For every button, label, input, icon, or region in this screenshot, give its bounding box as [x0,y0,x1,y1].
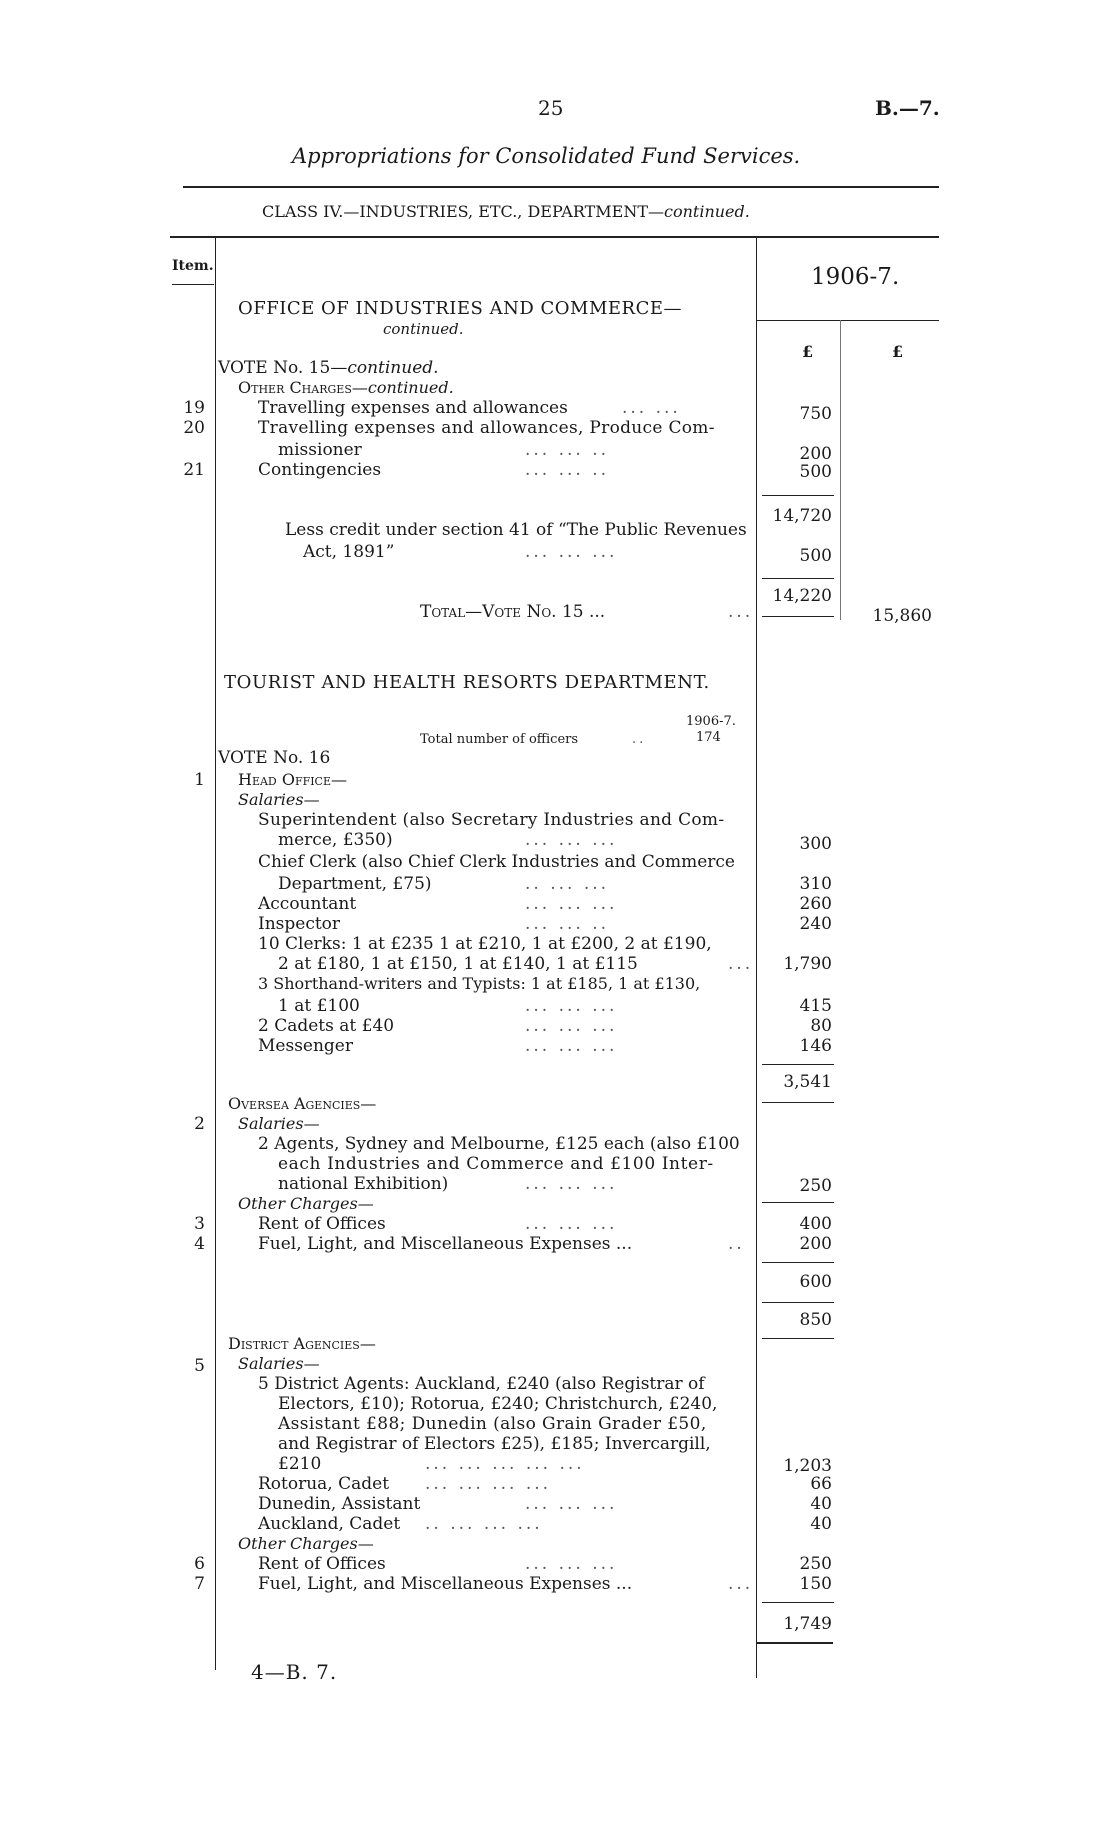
leader-dots: ... ... ... [525,894,618,914]
line-item-text: Travelling expenses and allowances, Produce Com- [258,418,715,438]
line-item-text-cont: 2 at £180, 1 at £150, 1 at £140, 1 at £115 [278,954,638,974]
less-credit-amount: 500 [799,546,832,566]
district-total-rule [762,1602,834,1603]
line-item-text-cont: merce, £350) [278,830,393,850]
line-item-text: Messenger [258,1036,353,1056]
line-item-text: Accountant [258,894,357,914]
item-number: 2 [194,1114,205,1134]
subtotal-rule [762,495,834,496]
item-number: 20 [183,418,205,438]
line-item-amount: 150 [799,1574,832,1594]
leader-dots: ... ... ... [525,1494,618,1514]
oversea-total: 850 [799,1310,832,1330]
head-office-total: 3,541 [783,1072,832,1092]
document-reference: B.—7. [875,96,940,120]
item-number: 21 [183,460,205,480]
line-item-text: 2 Agents, Sydney and Melbourne, £125 each (also £100 [258,1134,740,1154]
pound-sign-col1: £ [802,342,814,361]
line-item-text-cont: 1 at £100 [278,996,360,1016]
line-item-amount: 260 [799,894,832,914]
line-item-text: Fuel, Light, and Miscellaneous Expenses ... [258,1234,633,1254]
leader-dots: ... ... ... ... [425,1474,552,1494]
line-item-amount: 200 [799,444,832,464]
leader-dots: ... ... [622,398,681,418]
leader-dots: ... ... ... [525,1016,618,1036]
line-item-text-cont: missioner [278,440,362,460]
head-office-heading: Head Office— [238,770,348,789]
salaries-heading: Salaries— [238,1114,320,1133]
other-charges-cont: continued. [367,378,454,397]
leader-dots: .. [728,1234,745,1254]
line-item-text: Travelling expenses and allowances [258,398,568,418]
leader-dots: ... ... ... [525,1554,618,1574]
class-heading-text: CLASS IV.—INDUSTRIES, ETC., DEPARTMENT— [262,202,664,221]
oversea-total-underline [762,1338,834,1339]
title-rule [183,186,939,188]
line-item-text-cont: each Industries and Commerce and £100 Inter- [278,1154,714,1174]
leader-dots: ... ... ... [525,1174,618,1194]
other-charges-label: Other Charges— [238,378,368,397]
leader-dots: ... [728,602,754,622]
line-item-amount: 80 [810,1016,832,1036]
item-column-divider [215,238,216,1670]
line-item-text: 5 District Agents: Auckland, £240 (also Registrar of [258,1374,705,1394]
line-item-amount: 200 [799,1234,832,1254]
officers-year: 1906-7. [686,714,736,729]
table-top-rule [170,236,939,238]
leader-dots: ... ... .. [525,460,610,480]
item-number: 4 [194,1234,205,1254]
district-total: 1,749 [783,1614,832,1634]
leader-dots: ... ... ... ... ... [425,1454,585,1474]
net-underline [762,616,834,617]
vote-15-heading [218,358,439,378]
amount-column-divider [756,238,757,1678]
leader-dots: ... ... ... [525,830,618,850]
other-charges-total: 600 [799,1272,832,1292]
line-item-text: Rent of Offices [258,1214,386,1234]
item-number: 19 [183,398,205,418]
other-charges-heading [238,378,454,397]
vote-15-cont: continued. [347,358,439,378]
line-item-text: Rent of Offices [258,1554,386,1574]
head-office-total-underline [762,1102,834,1103]
item-column-header: Item. [172,258,214,274]
line-item-text-cont: Assistant £88; Dunedin (also Grain Grader £50, [278,1414,707,1434]
leader-dots: ... [728,954,754,974]
line-item-text-cont: Electors, £10); Rotorua, £240; Christchurch, £240, [278,1394,718,1414]
officers-label: Total number of officers [420,732,579,747]
other-charges-heading: Other Charges— [238,1194,374,1213]
line-item-text: 3 Shorthand-writers and Typists: 1 at £185, 1 at £130, [258,974,701,993]
line-item-text: Contingencies [258,460,382,480]
vote-15-label: VOTE No. 15— [218,358,348,378]
leader-dots: .. [632,732,647,747]
line-item-amount: 1,203 [783,1456,832,1476]
leader-dots: ... ... ... [525,996,618,1016]
line-item-text: 10 Clerks: 1 at £235 1 at £210, 1 at £200, 2 at £190, [258,934,712,954]
item-number: 3 [194,1214,205,1234]
page-title: Appropriations for Consolidated Fund Services. [292,144,801,168]
vote-15-total-label: Total—Vote No. 15 ... [420,602,606,622]
line-item-text: Superintendent (also Secretary Industries and Com- [258,810,725,830]
salaries-heading: Salaries— [238,790,320,809]
line-item-text-cont: £210 [278,1454,322,1474]
district-total-underline [757,1642,833,1644]
line-item-amount: 250 [799,1554,832,1574]
section-heading-industries-cont: continued. [383,320,464,338]
line-item-text: Chief Clerk (also Chief Clerk Industries and Commerce [258,852,735,872]
line-item-text: 2 Cadets at £40 [258,1016,395,1036]
line-item-amount: 146 [799,1036,832,1056]
other-charges-heading: Other Charges— [238,1534,374,1553]
net-amount: 14,220 [772,586,832,606]
oversea-agencies-heading: Oversea Agencies— [228,1094,377,1113]
leader-dots: .. ... ... ... [425,1514,543,1534]
net-rule [762,578,834,579]
officers-count: 174 [696,730,721,745]
line-item-amount: 40 [810,1494,832,1514]
line-item-amount: 240 [799,914,832,934]
line-item-text: Dunedin, Assistant [258,1494,421,1514]
leader-dots: .. ... ... [525,874,610,894]
page-number: 25 [538,96,564,120]
leader-dots: ... [728,1574,754,1594]
line-item-amount: 40 [810,1514,832,1534]
class-heading-cont: continued. [664,202,750,221]
section-heading-industries: OFFICE OF INDUSTRIES AND COMMERCE— [238,298,682,319]
line-item-text-cont: and Registrar of Electors £25), £185; Invercargill, [278,1434,711,1454]
agents-rule [762,1202,834,1203]
line-item-text-cont: national Exhibition) [278,1174,449,1194]
line-item-amount: 300 [799,834,832,854]
leader-dots: ... ... ... [525,542,618,562]
item-number: 6 [194,1554,205,1574]
leader-dots: ... ... ... [525,1214,618,1234]
line-item-amount: 415 [799,996,832,1016]
subcolumn-divider [840,320,841,620]
vote-16-heading: VOTE No. 16 [218,748,331,768]
other-total-rule [762,1262,834,1263]
leader-dots: ... ... .. [525,914,610,934]
line-item-amount: 250 [799,1176,832,1196]
line-item-text-cont: Department, £75) [278,874,432,894]
less-credit-text-cont: Act, 1891” [303,542,395,562]
year-header-rule [756,320,939,321]
line-item-text: Inspector [258,914,341,934]
pound-sign-col2: £ [892,342,904,361]
item-number: 7 [194,1574,205,1594]
line-item-text: Fuel, Light, and Miscellaneous Expenses ... [258,1574,633,1594]
line-item-text: Rotorua, Cadet [258,1474,390,1494]
line-item-amount: 310 [799,874,832,894]
line-item-amount: 1,790 [783,954,832,974]
line-item-amount: 400 [799,1214,832,1234]
item-number: 1 [194,770,205,790]
section-heading-tourist: TOURIST AND HEALTH RESORTS DEPARTMENT. [224,672,710,693]
salaries-heading: Salaries— [238,1354,320,1373]
item-header-underline [172,284,214,285]
line-item-amount: 500 [799,462,832,482]
oversea-total-rule [762,1302,834,1303]
leader-dots: ... ... ... [525,1036,618,1056]
district-agencies-heading: District Agencies— [228,1334,376,1353]
class-heading [262,202,750,221]
subtotal-amount: 14,720 [772,506,832,526]
line-item-text: Auckland, Cadet [258,1514,401,1534]
year-column-header: 1906-7. [811,264,900,290]
line-item-amount: 750 [799,404,832,424]
head-office-total-rule [762,1064,834,1065]
line-item-amount: 66 [810,1474,832,1494]
item-number: 5 [194,1356,205,1376]
signature-mark: 4—B. 7. [251,1660,338,1684]
leader-dots: ... ... .. [525,440,610,460]
less-credit-text: Less credit under section 41 of “The Public Revenues [285,520,747,540]
vote-15-total-amount: 15,860 [872,606,932,626]
